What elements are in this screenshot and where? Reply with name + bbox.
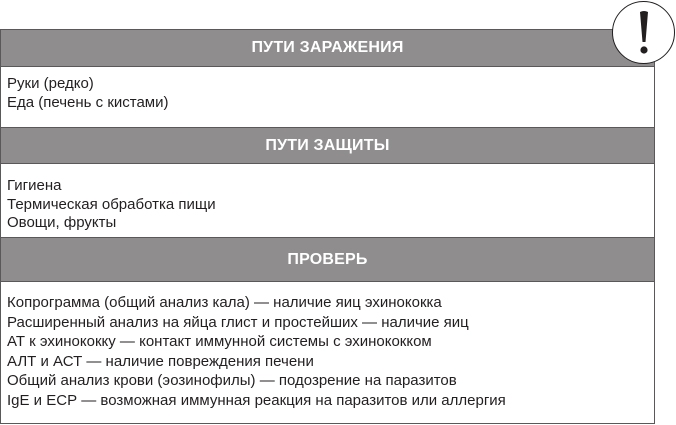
section-body-protection-routes: [1, 164, 654, 237]
info-card: [0, 29, 655, 424]
section-title: ПУТИ ЗАЩИТЫ: [265, 136, 390, 154]
list-item: Расширенный анализ на яйца глист и простейших — наличие яиц: [7, 313, 469, 331]
section-header-check: [1, 237, 654, 282]
section-body-check: [1, 282, 654, 423]
exclamation-icon: [612, 1, 675, 64]
list-item: Еда (печень с кистами): [7, 93, 169, 111]
section-body-infection-routes: [1, 67, 654, 127]
list-item: IgE и ЕСР — возможная иммунная реакция на паразитов или аллергия: [7, 391, 506, 409]
list-item: Термическая обработка пищи: [7, 195, 216, 213]
list-item: Руки (редко): [7, 75, 94, 92]
list-item: Гигиена: [7, 177, 62, 194]
list-item: АТ к эхинококку — контакт иммунной системы с эхинококком: [7, 333, 432, 350]
list-item: АЛТ и АСТ — наличие повреждения печени: [7, 352, 314, 370]
list-item: Общий анализ крови (эозинофилы) — подозрение на паразитов: [7, 372, 457, 389]
section-header-protection-routes: [1, 127, 654, 164]
section-header-infection-routes: [1, 29, 654, 67]
section-title: ПУТИ ЗАРАЖЕНИЯ: [251, 39, 404, 56]
list-item: Овощи, фрукты: [7, 214, 117, 231]
section-title: ПРОВЕРЬ: [287, 250, 368, 268]
list-item: Копрограмма (общий анализ кала) — наличие яиц эхинококка: [7, 294, 442, 311]
exclamation-mark-glyph: [637, 10, 651, 56]
